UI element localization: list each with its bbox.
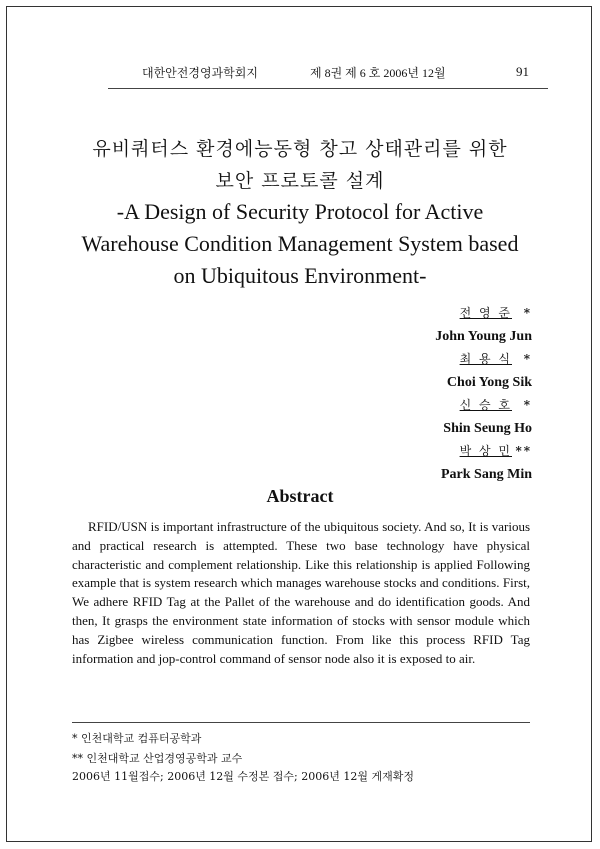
author-korean-name: 박 상 민 **: [459, 444, 532, 458]
korean-title-line1: 유비쿼터스 환경에능동형 창고 상태관리를 위한: [92, 138, 508, 160]
journal-name: 대한안전경영과학회지: [142, 66, 258, 80]
footnote-affiliation-2: ** 인천대학교 산업경영공학과 교수: [72, 752, 243, 765]
author-list: [312, 302, 532, 486]
author-english-name: John Young Jun: [435, 329, 532, 344]
author-korean-name: 전 영 준 *: [459, 306, 532, 320]
english-title: -A Design of Security Protocol for Active Warehouse Condition Management System based on Ubiquitous Environment-: [81, 199, 519, 288]
header-rule: [108, 88, 548, 89]
author-english-name: Choi Yong Sik: [446, 375, 532, 390]
page-number: 91: [516, 64, 529, 79]
korean-title-line2: 보안 프로토콜 설계: [215, 170, 385, 192]
abstract-text: RFID/USN is important infrastructure of the ubiquitous society. And so, It is various and practical research is attempted. These two base technology have physical characteristic and complement relationship. Like this relationship is applied Following example that is system research which manages warehouse stocks and conditions. First, We adhere RFID Tag at the Pallet of the warehouse and do identification goods. And then, It grasps the environment state information of stocks with sensor module which has Zigbee wireless communication function. From like this process RFID Tag information and jop-control command of sensor node also it is exposed to air.: [72, 519, 530, 666]
footnote-dates: 2006년 11월접수; 2006년 12월 수정본 접수; 2006년 12월 게재확정: [72, 770, 414, 783]
abstract-heading: Abstract: [266, 486, 334, 506]
footnote-rule: [72, 722, 530, 723]
volume-issue: 제 8권 제 6 호 2006년 12월: [310, 66, 446, 80]
author-korean-name: 신 승 호 *: [459, 398, 532, 412]
footnote-affiliation-1: * 인천대학교 컴퓨터공학과: [72, 732, 202, 745]
author-english-name: Shin Seung Ho: [443, 421, 532, 436]
author-korean-name: 최 용 식 *: [459, 352, 532, 366]
author-english-name: Park Sang Min: [440, 467, 532, 482]
